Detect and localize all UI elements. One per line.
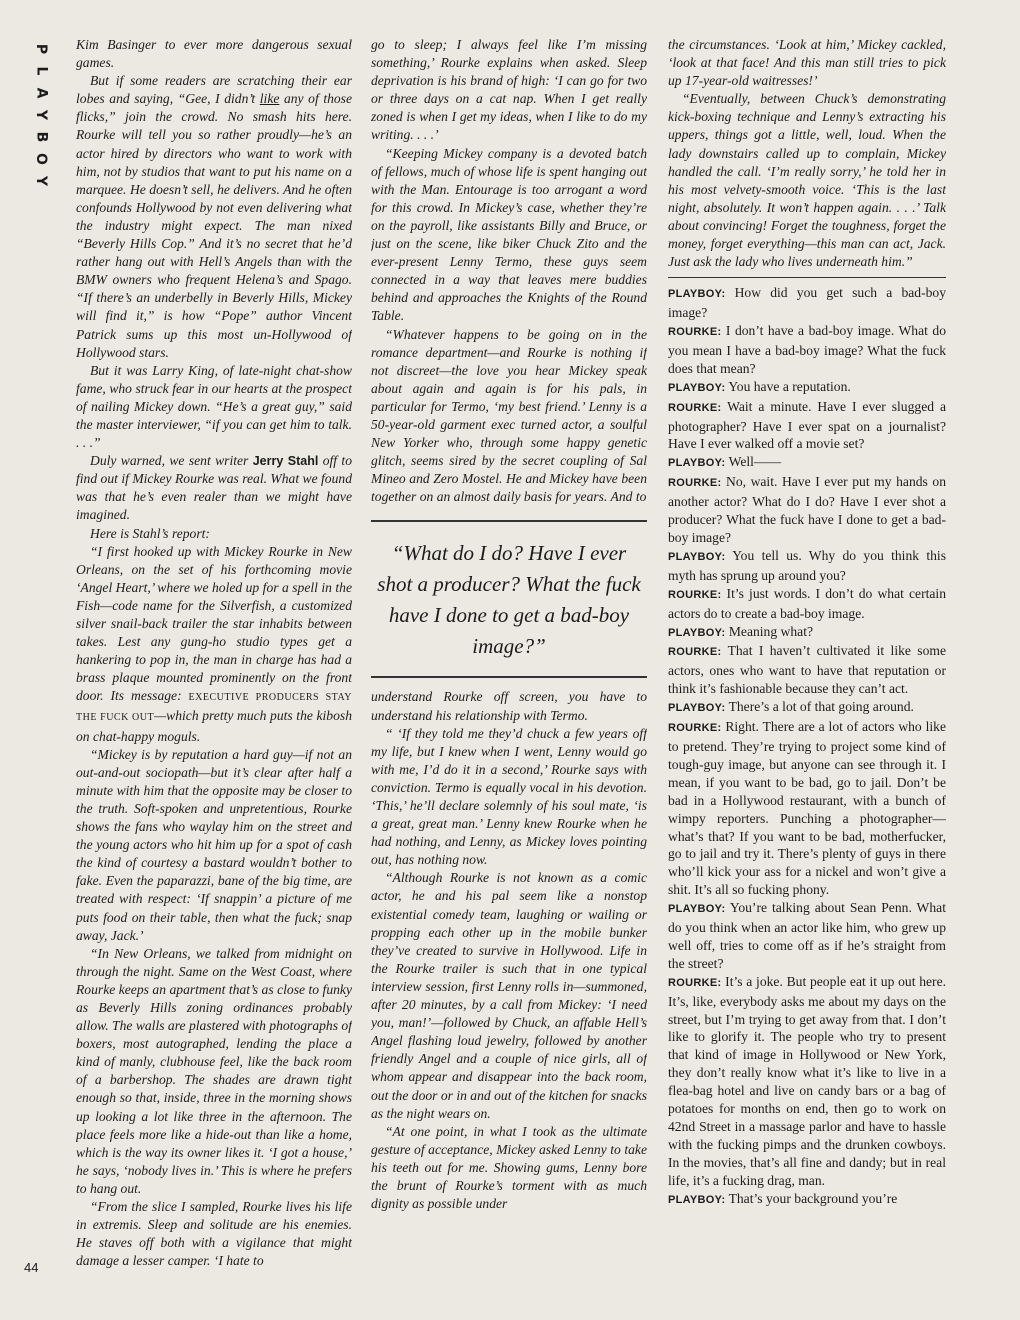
interview-exchange: [668, 642, 946, 698]
speaker-label: ROURKE:: [668, 646, 722, 659]
section-divider: [668, 277, 946, 278]
spine-letter: A: [33, 87, 49, 99]
paragraph: go to sleep; I always feel like I’m missing something,’ Rourke explains when asked. Sleep deprivation is his brand of high: ‘I can go for two or three days on a cat nap. When I get really zoned is when I get my ideas, when I like to do my writing. . . .’: [371, 37, 647, 143]
spine-letter: Y: [32, 175, 49, 187]
spine-letter: L: [32, 66, 49, 76]
speaker-label: PLAYBOY:: [668, 457, 726, 470]
paragraph: “Keeping Mickey company is a devoted batch of fellows, much of whose life is spent hanging out with the Man. Entourage is too arrogant a word for this crowd. In Mickey’s case, whether they’re on the payroll, like assistants Billy and Bruce, or just on the scene, like biker Chuck Zito and the ever-present Lenny Termo, these guys seem connected in a way that leaves mere buddies behind and approaches the Knights of the Round Table.: [371, 145, 647, 324]
interview-exchange: [668, 378, 946, 398]
writer-name: Jerry Stahl: [252, 454, 319, 469]
speaker-label: ROURKE:: [668, 326, 722, 339]
speaker-label: PLAYBOY:: [668, 626, 726, 639]
spine-letter: P: [32, 43, 49, 55]
paragraph: the circumstances. ‘Look at him,’ Mickey cackled, ‘look at that face! And this man still tries to pick up 17-year-old waitresses!’: [668, 37, 946, 89]
speaker-label: ROURKE:: [668, 976, 722, 989]
interview-exchange: [668, 547, 946, 585]
emphasized-word: like: [259, 91, 280, 107]
speaker-label: PLAYBOY:: [668, 381, 726, 394]
interview-exchange: [668, 973, 946, 1190]
speaker-text: It’s just words. I don’t do what certain actors do to create a bad-boy image.: [668, 585, 946, 621]
interview-exchange: [668, 718, 946, 899]
spine-letter: B: [32, 131, 49, 143]
interview-exchange: [668, 322, 946, 378]
paragraph: [76, 452, 352, 524]
text-run: —which pretty much puts the kibosh on chat-happy moguls.: [76, 708, 352, 744]
pull-quote: “What do I do? Have I ever shot a producer? What the fuck have I done to get a bad-boy image?”: [371, 520, 647, 678]
spine-label: [30, 38, 52, 187]
paragraph: But if some readers are scratching their ear lobes and saying, “Gee, I didn’t like any of those flicks,” join the crowd. No smash hits here. Rourke will tell you so rather proudly—he’s an actor hired by directors who want to work with him, not by studios that want to put his name on a marquee. He doesn’t sell, he delivers. And he often confounds Hollywood by not even delivering what the industry might expect. The man nixed “Beverly Hills Cop.” And it’s no secret that he’d rather hang out with Hell’s Angels than with the BMW owners who frequent Helena’s and Spago. “If there’s an underbelly in Beverly Hills, Mickey will find it,” is how “Pope” author Vincent Patrick sums up this most un-Hollywood of Hollywood stars.: [76, 73, 352, 360]
speaker-label: PLAYBOY:: [668, 550, 726, 563]
speaker-text: Meaning what?: [725, 623, 813, 639]
interview-exchange: [668, 698, 946, 718]
speaker-label: ROURKE:: [668, 401, 722, 414]
speaker-text: That’s your background you’re: [725, 1190, 898, 1206]
speaker-text: I don’t have a bad-boy image. What do you mean I have a bad-boy image? What the fuck does that mean?: [668, 323, 946, 376]
speaker-label: ROURKE:: [668, 722, 722, 735]
paragraph: But it was Larry King, of late-night chat-show fame, who struck fear in our hearts at the prospect of nailing Mickey down. “He’s a great guy,” said the master interviewer, “if you can get him to talk. . . .”: [76, 362, 352, 451]
text-run: “I first hooked up with Mickey Rourke in New Orleans, on the set of his forthcoming movie ‘Angel Heart,’ where we holed up for a spell in the Fish—code name for the Silverfish, a customized silver snail-back trailer the star inhabits between takes. Lest any gung-ho studio types get a hankering to pop in, the man in charge has had a brass plaque mounted prominently on the front door. Its message:: [76, 543, 352, 704]
paragraph: Kim Basinger to ever more dangerous sexual games.: [76, 37, 352, 71]
speaker-text: You tell us. Why do you think this myth has sprung up around you?: [668, 547, 946, 583]
interview-exchange: [668, 398, 946, 454]
speaker-text: Right. There are a lot of actors who like to pretend. They’re trying to project some kind of tough-guy image, but anyone can see through it. I mean, if you want to be bad, go to jail. Don’t be bad in a Hollywood restaurant, with a bunch of wimpy reporters. Punching a photographer—what’s that? If you want to be bad, motherfucker, go to jail and try it. There’s plenty of guys in there who’ll kick your ass for a nickel and won’t give a shit. It’s all so fucking phony.: [668, 719, 946, 898]
paragraph: [76, 543, 352, 746]
speaker-text: That I haven’t cultivated it like some actors, ones who want to have that reputation or think it’s fashionable because they can’t act.: [668, 643, 946, 697]
speaker-label: ROURKE:: [668, 588, 722, 601]
paragraph: “Eventually, between Chuck’s demonstrating kick-boxing technique and Lenny’s extracting his uppers, things got a little, well, loud. When the lady downstairs called up to complain, Mickey handled the call. ‘I’m really sorry,’ he told her in his most velvety-smooth voice. ‘This is the last night, absolutely. It won’t happen again. . . .’ Talk about convincing! Forget the toughness, forget the money, forget everything—this man can act, Jack. Just ask the lady who lives underneath him.”: [668, 91, 946, 270]
speaker-text: Wait a minute. Have I ever slugged a photographer? Have I ever spat on a journalist? Have I ever walked off a movie set?: [668, 398, 946, 452]
interview-exchange: [668, 284, 946, 322]
spine-letter: O: [33, 153, 49, 165]
column-2: [371, 36, 647, 1286]
paragraph: understand Rourke off screen, you have to understand his relationship with Termo.: [371, 689, 647, 723]
text-run: Duly warned, we sent writer: [90, 453, 249, 469]
speaker-label: PLAYBOY:: [668, 288, 726, 301]
column-1: [76, 36, 352, 1286]
speaker-text: You have a reputation.: [725, 378, 851, 394]
speaker-label: PLAYBOY:: [668, 903, 726, 916]
speaker-text: There’s a lot of that going around.: [725, 699, 914, 715]
interview-exchange: [668, 899, 946, 973]
text-run: off to find out if Mickey Rourke was real. What we found was that he’s even realer than we might have imagined.: [76, 453, 352, 523]
speaker-label: ROURKE:: [668, 477, 722, 490]
speaker-text: No, wait. Have I ever put my hands on another actor? What do I do? Have I ever shot a producer? What the fuck have I done to get a bad-boy image?: [668, 474, 946, 545]
interview-section: [668, 284, 946, 1209]
paragraph: “ ‘If they told me they’d chuck a few years off my life, but I knew when I went, Lenny would go with me, I’d do it in a second,’ Rourke says with conviction. Termo is equally vocal in his devotion. ‘This,’ he’ll declare solemnly of his soul mate, ‘is a great, great man.’ Lenny knew Rourke when he had nothing, and Lenny, as Mickey loves pointing out, has nothing now.: [371, 725, 647, 868]
interview-exchange: [668, 473, 946, 547]
interview-exchange: [668, 1190, 946, 1210]
paragraph: Here is Stahl’s report:: [90, 525, 210, 541]
plaque-text: EXECUTIVE PRODUCERS STAY THE FUCK OUT: [76, 692, 352, 724]
speaker-label: PLAYBOY:: [668, 1193, 726, 1206]
interview-exchange: [668, 453, 946, 473]
interview-exchange: [668, 585, 946, 623]
speaker-label: PLAYBOY:: [668, 702, 726, 715]
paragraph: “At one point, in what I took as the ultimate gesture of acceptance, Mickey asked Lenny to take his teeth out for me. Showing gums, Lenny bore the brunt of Rourke’s torment with as much dignity as possible under: [371, 1123, 647, 1212]
page-number: 44: [24, 1260, 39, 1275]
speaker-text: Well——: [725, 454, 782, 470]
paragraph: “In New Orleans, we talked from midnight on through the night. Same on the West Coast, where Rourke keeps an apartment that’s as close to funky as Beverly Hills zoning ordinances probably allow. The walls are plastered with photographs of boxers, most autographed, lending the place a kind of manly, clubhouse feel, like the back room of a barbershop. The shades are drawn tight enough so that, inside, three in the morning shows up looking a lot like three in the afternoon. The place feels more like a hide-out than like a home, which is the way its owner likes it. ‘I got a house,’ he says, ‘nobody lives in.’ This is where he prefers to hang out.: [76, 945, 352, 1196]
speaker-text: How did you get such a bad-boy image?: [668, 285, 946, 321]
paragraph: “From the slice I sampled, Rourke lives his life in extremis. Sleep and solitude are his enemies. He staves off both with a vigilance that might damage a lesser camper. ‘I hate to: [76, 1199, 352, 1269]
paragraph: “Whatever happens to be going on in the romance department—and Rourke is nothing if not discreet—the love you hear Mickey speak about again and again is for his pals, in particular for Termo, ‘my best friend.’ Lenny is a 50-year-old garment exec turned actor, a soulful New Yorker who, through some happy genetic glitch, seems sired by the secret coupling of Sal Mineo and Zero Mostel. He and Mickey have been together on an almost daily basis for years. And to: [371, 326, 647, 505]
spine-letter: Y: [32, 109, 49, 121]
interview-exchange: [668, 623, 946, 643]
column-3: [668, 36, 946, 1286]
speaker-text: You’re talking about Sean Penn. What do you think when an actor like him, who grew up well off, tries to come off as if he’s straight from the street?: [668, 900, 946, 971]
paragraph: “Although Rourke is not known as a comic actor, he and his pal seem like a nonstop existential comedy team, laughing or wailing or propping each other up in the mobile bunker they’ve created to survive in Hollywood. Life in the Rourke trailer is such that in one typical interview session, first Lenny rolls in—summoned, after 20 minutes, by a call from Mickey: ‘I need you, man!’—followed by Chuck, an affable Hell’s Angel flashing loud jewelry, followed by another friendly Angel and a couple of nice girls, all of whom appear and disappear into the back room, out the door or in and out of the kitchen for snacks as the night wears on.: [371, 870, 647, 1121]
speaker-text: It’s a joke. But people eat it up out here. It’s, like, everybody asks me about my days on the street, but I’m trying to get away from that. I don’t like to glorify it. The people who try to present that kind of image in Hollywood or New York, they don’t really know what it’s like to live in a flea-bag hotel and live on candy bars or a bag of potatoes for months on end, then go to work on 42nd Street in a massage parlor and have to hassle with the fucking pimps and the drunken cowboys. In the movies, that’s all fine and dandy; but in real life, it’s a fucking drag, man.: [668, 973, 946, 1188]
paragraph: “Mickey is by reputation a hard guy—if not an out-and-out sociopath—but it’s clear after half a minute with him that the opposite may be closer to the truth. Soft-spoken and unpretentious, Rourke shows the fans who waylay him on the street and the young actors who hit him up for a spot of cash the kind of courtesy a bastard wouldn’t bother to fake. Even the paparazzi, bane of the big time, are treated with respect: ‘If snappin’ a picture of me puts food on their table, then what the fuck; snap away, Jack.’: [76, 746, 352, 943]
